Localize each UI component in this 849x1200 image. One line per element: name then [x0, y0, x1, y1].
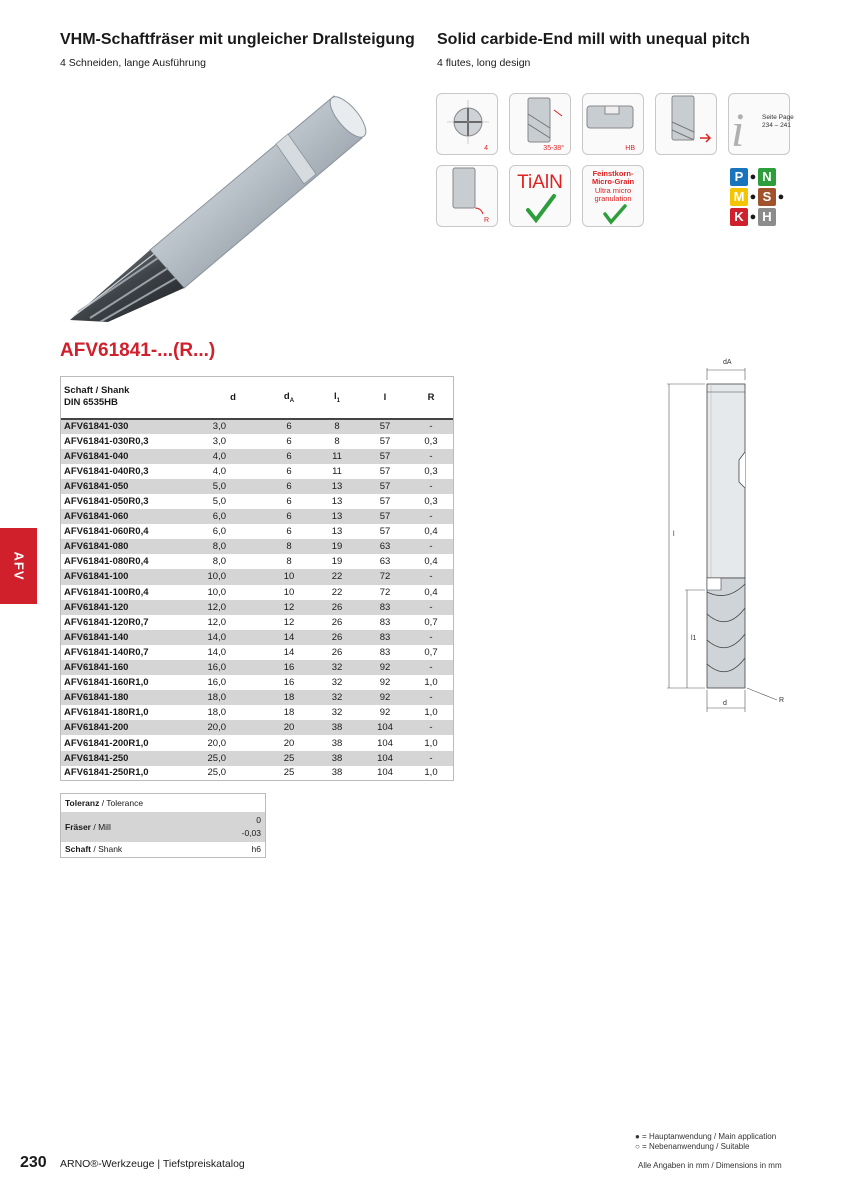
cell-dA: 6 [266, 479, 312, 494]
table-row [60, 660, 454, 675]
table-row [60, 630, 454, 645]
table-row [60, 524, 454, 539]
cell-l1: 26 [312, 630, 362, 645]
cell-l1: 11 [332, 465, 342, 477]
helix-icon [509, 93, 571, 155]
cell-d: 5,0 [212, 496, 226, 508]
col-l: l [362, 377, 408, 419]
cell-R: - [408, 690, 454, 705]
cell-dA: 10 [283, 586, 295, 598]
cell-R: - [408, 509, 454, 524]
cell-l: 57 [362, 509, 408, 524]
flutes-icon [436, 93, 498, 155]
table-row [60, 735, 454, 750]
radius-label: R [483, 217, 489, 224]
drawing-l1: l1 [691, 635, 697, 642]
cell-R: 1,0 [424, 737, 438, 749]
cell-dA: 12 [283, 616, 295, 628]
table-row [60, 600, 454, 615]
cell-code: AFV61841-040R0,3 [64, 465, 149, 477]
tolerance-shank-value: h6 [251, 844, 261, 855]
cell-R: - [408, 630, 454, 645]
drawing-d: d [723, 700, 727, 707]
table-row [60, 705, 454, 720]
material-s: S [758, 188, 776, 206]
table-row [60, 645, 454, 660]
material-p-mark: ● [749, 171, 757, 183]
cell-l1: 13 [312, 479, 362, 494]
cell-code: AFV61841-030R0,3 [64, 435, 149, 447]
table-row [60, 464, 454, 479]
helix-angle: 35-38° [543, 145, 564, 152]
cell-code: AFV61841-140R0,7 [64, 646, 149, 658]
see-page-note: Seite Page 234 – 241 [762, 114, 794, 129]
cell-d: 10,0 [200, 569, 266, 584]
cell-l: 92 [379, 707, 391, 719]
cell-l1: 13 [312, 509, 362, 524]
table-header-shank [60, 377, 200, 419]
cell-code: AFV61841-060 [60, 509, 200, 524]
cell-dA: 20 [266, 720, 312, 735]
cell-d: 4,0 [212, 465, 226, 477]
cell-dA: 8 [266, 539, 312, 554]
cell-d: 25,0 [200, 751, 266, 766]
cell-l1: 19 [331, 556, 343, 568]
cell-l: 57 [379, 465, 391, 477]
shank-hb-icon [582, 93, 644, 155]
shank-en: / Shank [90, 844, 123, 855]
material-h-mark [777, 208, 785, 226]
cell-l1: 22 [312, 569, 362, 584]
cell-R: 0,4 [424, 586, 438, 598]
table-row [60, 539, 454, 554]
material-k: K [730, 208, 748, 226]
material-n-mark [777, 168, 785, 186]
col-l1 [312, 377, 362, 419]
end-mill-photo [50, 82, 420, 322]
table-row [60, 675, 454, 690]
micro-grain-icon [582, 165, 644, 227]
tolerance-title [61, 794, 266, 812]
cell-l: 57 [379, 435, 391, 447]
cell-l1: 26 [312, 600, 362, 615]
cell-code: AFV61841-160 [60, 660, 200, 675]
cell-R: - [408, 539, 454, 554]
col-d: d [200, 377, 266, 419]
cell-l: 83 [379, 616, 391, 628]
table-row [60, 434, 454, 449]
cell-l: 57 [379, 496, 391, 508]
cell-l1: 32 [331, 677, 343, 689]
cell-l1: 38 [312, 766, 362, 781]
cell-dA: 6 [286, 496, 292, 508]
cell-R: - [408, 751, 454, 766]
footer-brand: ARNO®-Werkzeuge | Tiefstpreiskatalog [60, 1158, 245, 1170]
page-number: 230 [20, 1154, 47, 1171]
cell-l1: 11 [312, 449, 362, 464]
shank-type: HB [625, 145, 635, 152]
table-row [60, 615, 454, 630]
cell-code: AFV61841-200 [60, 720, 200, 735]
grain-title: Feinstkorn- Micro-Grain [591, 169, 635, 186]
coating-label: TiAlN [517, 172, 563, 193]
cell-R: 0,3 [424, 465, 438, 477]
cell-R: 1,0 [424, 707, 438, 719]
cell-l: 57 [362, 419, 408, 434]
cell-code: AFV61841-180R1,0 [64, 707, 149, 719]
legend-main: ● = Hauptanwendung / Main application [635, 1132, 777, 1141]
cell-d: 12,0 [200, 600, 266, 615]
col-dA-label: d [283, 390, 290, 402]
cell-l1: 32 [312, 690, 362, 705]
col-l1-label: l [334, 390, 337, 402]
cell-l: 92 [379, 677, 391, 689]
cell-R: - [408, 600, 454, 615]
cell-code: AFV61841-040 [60, 449, 200, 464]
section-tab [0, 528, 37, 604]
drawing-R: R [779, 697, 785, 704]
tolerance-mill-value [204, 812, 265, 842]
material-s-mark: ● [777, 191, 785, 203]
cell-dA: 20 [283, 737, 295, 749]
cell-d: 6,0 [200, 509, 266, 524]
cell-d: 12,0 [207, 616, 226, 628]
cell-code: AFV61841-120R0,7 [64, 616, 149, 628]
cell-dA: 12 [266, 600, 312, 615]
cell-d: 5,0 [200, 479, 266, 494]
material-groups [730, 168, 788, 226]
cell-l: 57 [379, 526, 391, 538]
dimensions-table [60, 376, 454, 781]
cell-dA: 6 [286, 465, 292, 477]
cell-dA: 18 [283, 707, 295, 719]
cell-code: AFV61841-160R1,0 [64, 677, 149, 689]
info-glyph: i [731, 104, 745, 156]
cell-dA: 6 [266, 449, 312, 464]
cell-dA: 14 [283, 646, 295, 658]
cell-l1: 32 [331, 707, 343, 719]
cell-dA: 6 [286, 435, 292, 447]
subtitle-de: 4 Schneiden, lange Ausführung [60, 57, 206, 69]
cell-l: 57 [362, 449, 408, 464]
cell-l1: 38 [312, 751, 362, 766]
cell-code: AFV61841-030 [60, 419, 200, 434]
mill-de: Fräser [65, 821, 91, 832]
material-m: M [730, 188, 748, 206]
cell-R: - [408, 660, 454, 675]
cell-code: AFV61841-250R1,0 [60, 766, 200, 781]
table-row [60, 449, 454, 464]
cell-dA: 25 [266, 751, 312, 766]
cell-l: 57 [362, 479, 408, 494]
cell-dA: 25 [266, 766, 312, 781]
material-h: H [758, 208, 776, 226]
cell-l: 83 [379, 646, 391, 658]
col-dA-sub: A [289, 397, 295, 404]
subtitle-en: 4 flutes, long design [437, 57, 531, 69]
section-tab-label: AFV [11, 551, 26, 581]
cell-code: AFV61841-060R0,4 [64, 526, 149, 538]
table-row [60, 554, 454, 569]
cell-R: 1,0 [424, 677, 438, 689]
tolerance-table [60, 793, 266, 858]
cell-R: 0,3 [424, 435, 438, 447]
cell-R: 0,7 [424, 616, 438, 628]
table-row [60, 751, 454, 766]
technical-drawing [655, 352, 795, 717]
cell-d: 14,0 [207, 646, 226, 658]
cell-d: 3,0 [200, 419, 266, 434]
table-row [60, 690, 454, 705]
shank-de: Schaft [65, 844, 91, 855]
drawing-l: l [673, 531, 675, 538]
cell-l1: 38 [331, 737, 343, 749]
cell-dA: 6 [286, 526, 292, 538]
material-k-mark: ● [749, 211, 757, 223]
cell-d: 20,0 [207, 737, 226, 749]
material-n: N [758, 168, 776, 186]
cell-code: AFV61841-120 [60, 600, 200, 615]
long-design-icon [655, 93, 717, 155]
table-row [60, 766, 454, 781]
cell-d: 6,0 [212, 526, 226, 538]
table-row [60, 585, 454, 600]
cell-R: 0,7 [424, 646, 438, 658]
cell-l: 63 [379, 556, 391, 568]
cell-code: AFV61841-050 [60, 479, 200, 494]
cell-d: 16,0 [207, 677, 226, 689]
title-en: Solid carbide-End mill with unequal pitch [437, 31, 750, 48]
col-R: R [408, 377, 454, 419]
cell-code: AFV61841-200R1,0 [64, 737, 149, 749]
table-row [60, 720, 454, 735]
cell-d: 16,0 [200, 660, 266, 675]
table-row [60, 419, 454, 434]
cell-dA: 16 [283, 677, 295, 689]
legend-suitable: ○ = Nebenanwendung / Suitable [635, 1142, 750, 1151]
cell-l: 104 [362, 720, 408, 735]
cell-code: AFV61841-140 [60, 630, 200, 645]
cell-d: 14,0 [200, 630, 266, 645]
cell-d: 25,0 [200, 766, 266, 781]
cell-l: 104 [377, 737, 393, 749]
cell-code: AFV61841-080 [60, 539, 200, 554]
cell-code: AFV61841-080R0,4 [64, 556, 149, 568]
cell-l: 83 [362, 630, 408, 645]
cell-l1: 26 [331, 646, 343, 658]
product-code-title: AFV61841-...(R...) [60, 340, 216, 361]
cell-l1: 8 [312, 419, 362, 434]
cell-l: 104 [362, 751, 408, 766]
cell-l: 72 [362, 569, 408, 584]
cell-R: - [408, 419, 454, 434]
header-shank-line1: Schaft / Shank [64, 385, 130, 397]
cell-l1: 19 [312, 539, 362, 554]
cell-R: - [408, 479, 454, 494]
cell-l1: 38 [312, 720, 362, 735]
col-dA [266, 377, 312, 419]
cell-code: AFV61841-100R0,4 [64, 586, 149, 598]
cell-l: 104 [362, 766, 408, 781]
cell-d: 8,0 [200, 539, 266, 554]
cell-l1: 26 [331, 616, 343, 628]
cell-d: 3,0 [212, 435, 226, 447]
cell-l1: 8 [334, 435, 340, 447]
cell-R: - [408, 569, 454, 584]
col-l1-sub: 1 [336, 397, 340, 404]
cell-R: - [408, 720, 454, 735]
cell-l1: 13 [331, 496, 343, 508]
mill-en: / Mill [91, 821, 111, 832]
cell-l1: 22 [331, 586, 343, 598]
cell-dA: 16 [266, 660, 312, 675]
cell-R: 0,3 [424, 496, 438, 508]
grain-subtitle: Ultra micro granulation [594, 186, 632, 203]
cell-dA: 8 [286, 556, 292, 568]
table-row [60, 569, 454, 584]
cell-d: 20,0 [200, 720, 266, 735]
cell-dA: 10 [266, 569, 312, 584]
cell-R: 0,4 [424, 556, 438, 568]
cell-l: 92 [362, 690, 408, 705]
cell-R: 1,0 [408, 766, 454, 781]
mill-upper: 0 [256, 814, 261, 825]
cell-l1: 13 [331, 526, 343, 538]
cell-dA: 14 [266, 630, 312, 645]
material-p: P [730, 168, 748, 186]
table-row [60, 509, 454, 524]
coating-icon [509, 165, 571, 227]
cell-dA: 18 [266, 690, 312, 705]
drawing-dA: dA [723, 359, 732, 366]
cell-code: AFV61841-100 [60, 569, 200, 584]
cell-l: 92 [362, 660, 408, 675]
mill-lower: -0,03 [241, 827, 261, 838]
cell-code: AFV61841-180 [60, 690, 200, 705]
cell-l: 83 [362, 600, 408, 615]
cell-l: 72 [379, 586, 391, 598]
material-m-mark: ● [749, 191, 757, 203]
cell-d: 18,0 [200, 690, 266, 705]
cell-code: AFV61841-050R0,3 [64, 496, 149, 508]
cell-R: 0,4 [424, 526, 438, 538]
cell-dA: 6 [266, 509, 312, 524]
footer-note: Alle Angaben in mm / Dimensions in mm [638, 1161, 782, 1170]
title-de: VHM-Schaftfräser mit ungleicher Drallsteigung [60, 31, 415, 48]
cell-d: 8,0 [212, 556, 226, 568]
cell-R: - [408, 449, 454, 464]
tolerance-mill-label [61, 812, 205, 842]
header-shank-line2: DIN 6535HB [64, 397, 118, 409]
cell-l: 63 [362, 539, 408, 554]
cell-dA: 6 [266, 419, 312, 434]
flutes-count: 4 [484, 145, 488, 152]
cell-d: 4,0 [200, 449, 266, 464]
table-row [60, 494, 454, 509]
tolerance-title-de: Toleranz [65, 797, 100, 808]
table-row [60, 479, 454, 494]
cell-l1: 32 [312, 660, 362, 675]
legend [635, 1132, 776, 1152]
cell-d: 10,0 [207, 586, 226, 598]
cell-code: AFV61841-250 [60, 751, 200, 766]
tolerance-shank-label [61, 842, 205, 858]
corner-radius-icon [436, 165, 498, 227]
cell-d: 18,0 [207, 707, 226, 719]
tolerance-title-en: / Tolerance [99, 797, 144, 808]
